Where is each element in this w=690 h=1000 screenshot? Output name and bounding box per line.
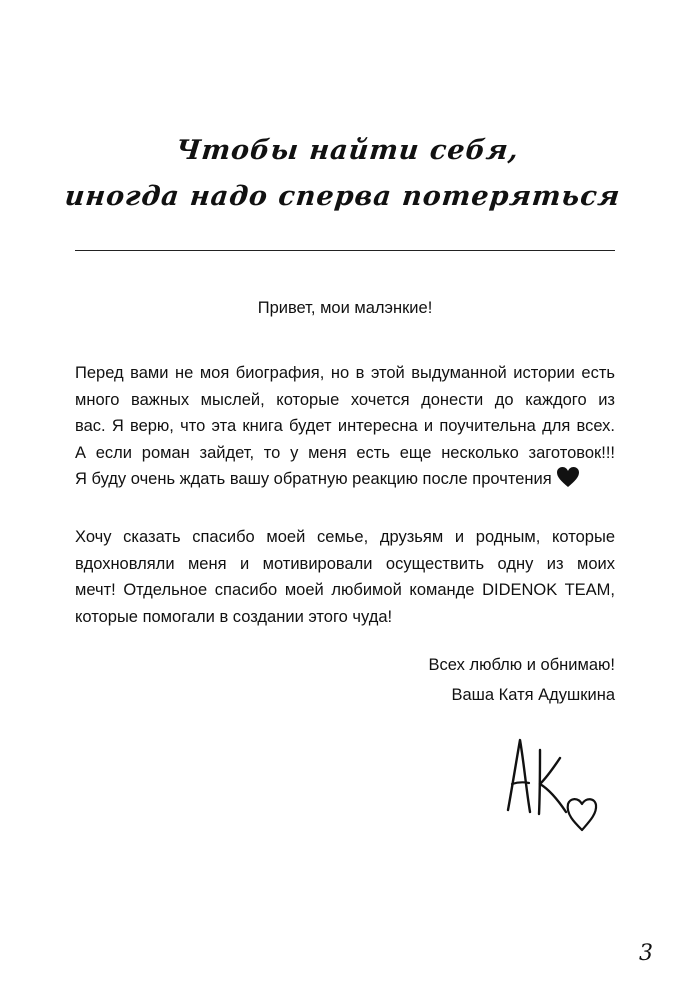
paragraph-2-line: Хочу сказать спасибо моей семье, друзьям и родным, которые xyxy=(75,528,615,546)
paragraph-2-line: вдохновляли меня и мотивировали осуществить одну из моих xyxy=(75,554,615,573)
epigraph-line-2: иногда надо сперва потеряться xyxy=(63,181,622,212)
paragraph-1-line: Перед вами не моя биография, но в этой выдуманной истории есть xyxy=(75,364,615,382)
paragraph-1-line: много важных мыслей, которые хочется донести до каждого из xyxy=(75,390,615,409)
signature xyxy=(500,728,610,838)
paragraph-1-line: А если роман зайдет, то у меня есть еще несколько заготовок!!! xyxy=(75,443,615,462)
heart-icon xyxy=(556,466,580,488)
epigraph xyxy=(35,128,655,220)
paragraph-1-line-last xyxy=(75,466,615,493)
paragraph-1 xyxy=(75,360,615,493)
epigraph-line-1: Чтобы найти себя, xyxy=(174,135,521,166)
divider xyxy=(75,250,615,251)
page-number: 3 xyxy=(639,941,653,966)
paragraph-2 xyxy=(75,524,615,630)
closing-signoff: Ваша Катя Адушкина xyxy=(451,686,615,704)
paragraph-2-line: которые помогали в создании этого чуда! xyxy=(75,607,393,626)
closing-line-1: Всех люблю и обнимаю! xyxy=(428,656,615,674)
paragraph-2-line: мечт! Отдельное спасибо моей любимой команде DIDENOK TEAM, xyxy=(75,581,615,599)
paragraph-1-line: вас. Я верю, что эта книга будет интересна и поучительна для всех. xyxy=(75,417,615,435)
paragraph-1-line: Я буду очень ждать вашу обратную реакцию после прочтения xyxy=(75,470,552,488)
greeting: Привет, мои малэнкие! xyxy=(257,299,433,317)
heart-outline-icon xyxy=(568,799,596,830)
